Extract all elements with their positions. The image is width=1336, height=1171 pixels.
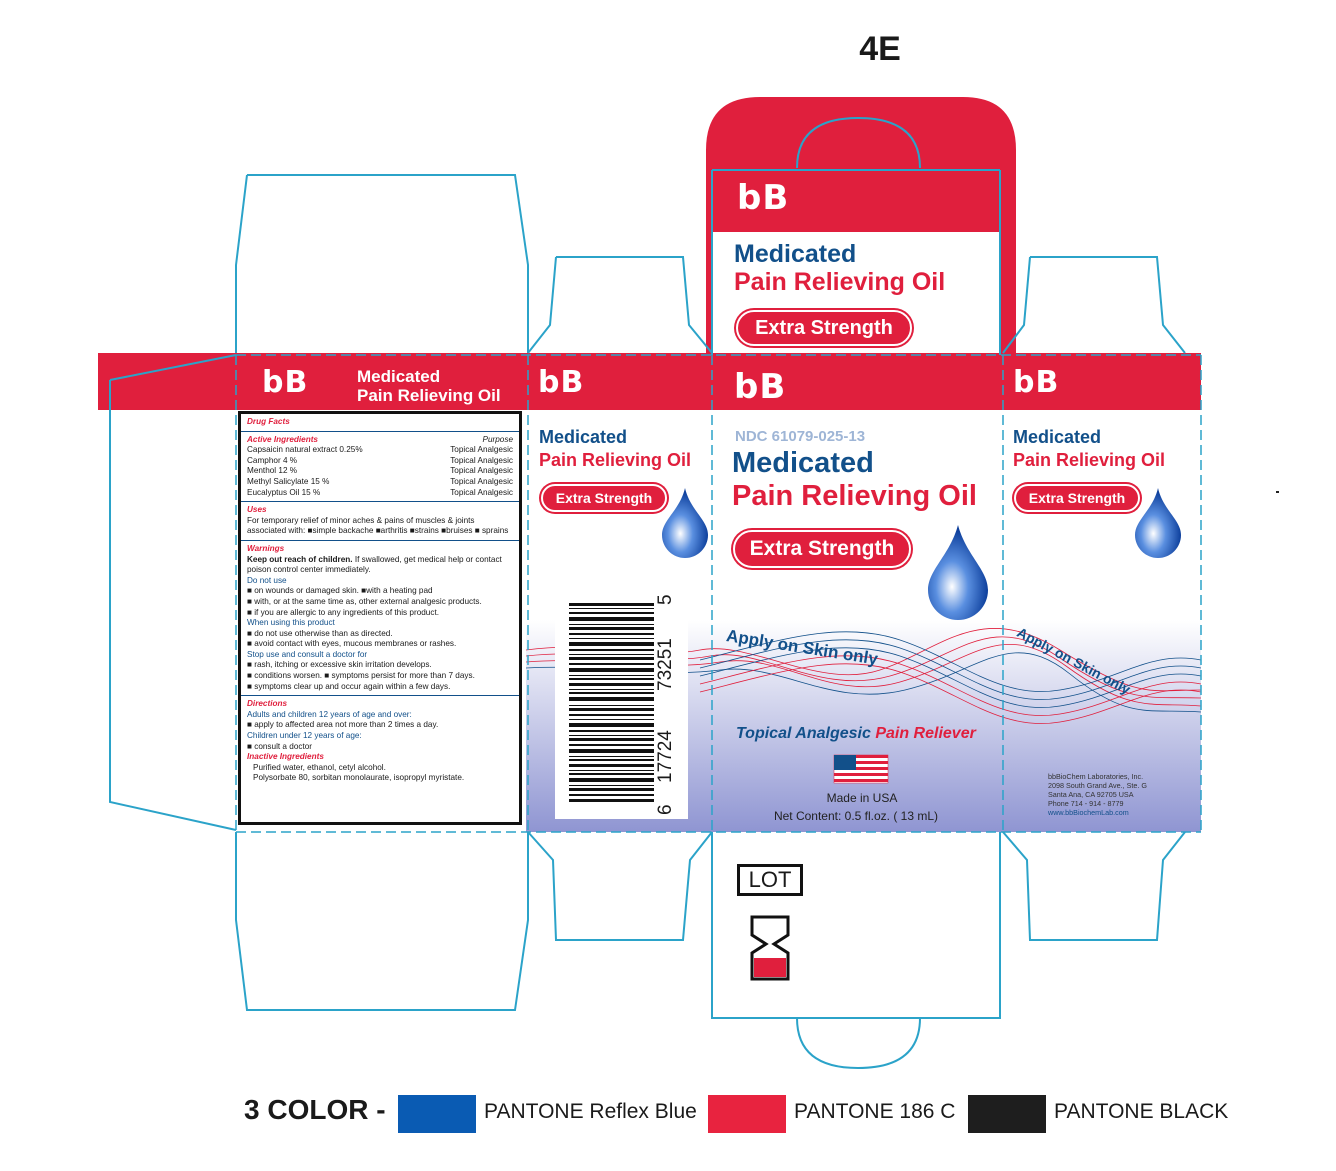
inactive-line1: Purified water, ethanol, cetyl alcohol. [253, 762, 386, 772]
left-line2: Pain Relieving Oil [539, 450, 692, 470]
inactive-line2: Polysorbate 80, sorbitan monolaurate, isopropyl myristate. [253, 773, 465, 783]
ingredient-purpose: Topical Analgesic [450, 476, 513, 486]
ingredient-name: Capsaicin natural extract 0.25% [247, 445, 363, 455]
tagline-blue: Topical Analgesic [736, 725, 871, 742]
net-content-text: Net Content: 0.5 fl.oz. ( 13 mL) [773, 809, 939, 823]
hourglass-icon [752, 917, 788, 979]
ingredient-purpose: Topical Analgesic [450, 445, 513, 455]
purpose-title: Purpose [482, 434, 513, 444]
brand-logo-left: bB [538, 365, 585, 400]
manufacturer-name: bbBioChem Laboratories, Inc. [1048, 772, 1144, 781]
when-using-item: ■ do not use otherwise than as directed. [247, 628, 393, 638]
ingredient-name: Eucalyptus Oil 15 % [247, 487, 321, 497]
do-not-use-item: ■ on wounds or damaged skin. ■with a heating pad [247, 586, 433, 596]
drug-facts-title: Drug Facts [247, 417, 290, 426]
lot-box: LOT [737, 864, 803, 896]
panel-code: 4E [859, 30, 901, 68]
brand-logo-flap: bB [737, 178, 790, 218]
stop-use-item: ■ conditions worsen. ■ symptoms persist for more than 7 days. [247, 671, 475, 681]
swatch-186c [708, 1095, 786, 1133]
ndc-number: NDC 61079-025-13 [735, 428, 866, 445]
ingredient-name: Menthol 12 % [247, 466, 298, 476]
left-strength-badge: Extra Strength [541, 484, 667, 512]
back-line1: Medicated [357, 367, 441, 386]
uses-text: For temporary relief of minor aches & pains of muscles & joints associated with: ■simple backache ■arthritis ■strains ■bruises ■ sprains [247, 515, 509, 536]
ingredient-name: Methyl Salicylate 15 % [247, 476, 330, 486]
front-strength-badge: Extra Strength [733, 530, 911, 568]
ingredient-name: Camphor 4 % [247, 455, 298, 465]
legend-label-red: PANTONE 186 C [794, 1100, 956, 1123]
swatch-reflex-blue [398, 1095, 476, 1133]
do-not-use-title: Do not use [247, 575, 287, 585]
manufacturer-block [1048, 772, 1147, 817]
stop-use-title: Stop use and consult a doctor for [247, 649, 368, 659]
drop-icon-front [928, 525, 988, 620]
brand-logo-front: bB [734, 367, 787, 407]
us-flag-icon [834, 755, 888, 783]
manufacturer-web: www.bbBiochemLab.com [1048, 808, 1129, 817]
back-product-name [357, 367, 501, 405]
drop-icon-left [662, 488, 708, 558]
legend-title: 3 COLOR - [244, 1094, 386, 1125]
drug-facts-panel [238, 411, 522, 825]
manufacturer-city: Santa Ana, CA 92705 USA [1048, 790, 1134, 799]
ingredient-purpose: Topical Analgesic [450, 466, 513, 476]
tagline [736, 725, 976, 743]
right-strength-badge: Extra Strength [1014, 484, 1140, 512]
flap-line1: Medicated [734, 240, 857, 268]
drop-icon-right [1135, 488, 1181, 558]
legend-label-blue: PANTONE Reflex Blue [484, 1100, 697, 1123]
barcode-digits-mid1: 17724 [655, 730, 676, 783]
back-line2: Pain Relieving Oil [357, 386, 501, 405]
barcode-digit-left: 6 [655, 804, 676, 815]
ingredient-purpose: Topical Analgesic [450, 487, 513, 497]
barcode-digits-mid2: 73251 [655, 638, 676, 691]
do-not-use-item: ■ if you are allergic to any ingredients of this product. [247, 607, 439, 617]
children-text: ■ consult a doctor [247, 741, 313, 751]
warnings-title: Warnings [247, 543, 285, 553]
do-not-use-item: ■ with, or at the same time as, other external analgesic products. [247, 596, 482, 606]
adults-title: Adults and children 12 years of age and over: [247, 709, 412, 719]
stop-use-item: ■ rash, itching or excessive skin irritation develops. [247, 660, 432, 670]
right-apply-text: Apply on Skin only [1014, 624, 1134, 698]
children-title: Children under 12 years of age: [247, 731, 362, 741]
brand-logo-back: bB [262, 365, 309, 400]
tagline-red: Pain Reliever [875, 725, 976, 742]
made-in-text: Made in USA [826, 791, 898, 805]
front-apply-text: Apply on Skin only [725, 626, 880, 669]
legend-label-black: PANTONE BLACK [1054, 1100, 1229, 1123]
keep-out-text [247, 555, 513, 576]
directions-title: Directions [247, 699, 288, 709]
front-line2: Pain Relieving Oil [732, 480, 977, 512]
uses-title: Uses [247, 505, 267, 515]
active-title: Active Ingredients [247, 434, 318, 444]
barcode-digit-right: 5 [655, 594, 676, 605]
inactive-title: Inactive Ingredients [247, 752, 324, 762]
flap-strength-badge: Extra Strength [736, 310, 912, 346]
keep-out-rest: If swallowed, get medical help or contact poison control center immediately. [247, 554, 502, 575]
brand-logo-right: bB [1013, 365, 1060, 400]
when-using-title: When using this product [247, 618, 335, 628]
left-line1: Medicated [539, 427, 628, 447]
right-line2: Pain Relieving Oil [1013, 450, 1166, 470]
manufacturer-phone: Phone 714 - 914 - 8779 [1048, 799, 1124, 808]
adults-text: ■ apply to affected area not more than 2 times a day. [247, 720, 439, 730]
flap-line2: Pain Relieving Oil [734, 268, 946, 296]
barcode-digits [651, 587, 687, 819]
ingredient-purpose: Topical Analgesic [450, 455, 513, 465]
swatch-black [968, 1095, 1046, 1133]
when-using-item: ■ avoid contact with eyes, mucous membranes or rashes. [247, 639, 457, 649]
right-line1: Medicated [1013, 427, 1102, 447]
front-line1: Medicated [732, 447, 874, 479]
barcode [555, 587, 688, 819]
keep-out-bold: Keep out reach of children. [247, 554, 353, 564]
stop-use-item: ■ symptoms clear up and occur again within a few days. [247, 681, 451, 691]
manufacturer-address: 2098 South Grand Ave., Ste. G [1048, 781, 1147, 790]
